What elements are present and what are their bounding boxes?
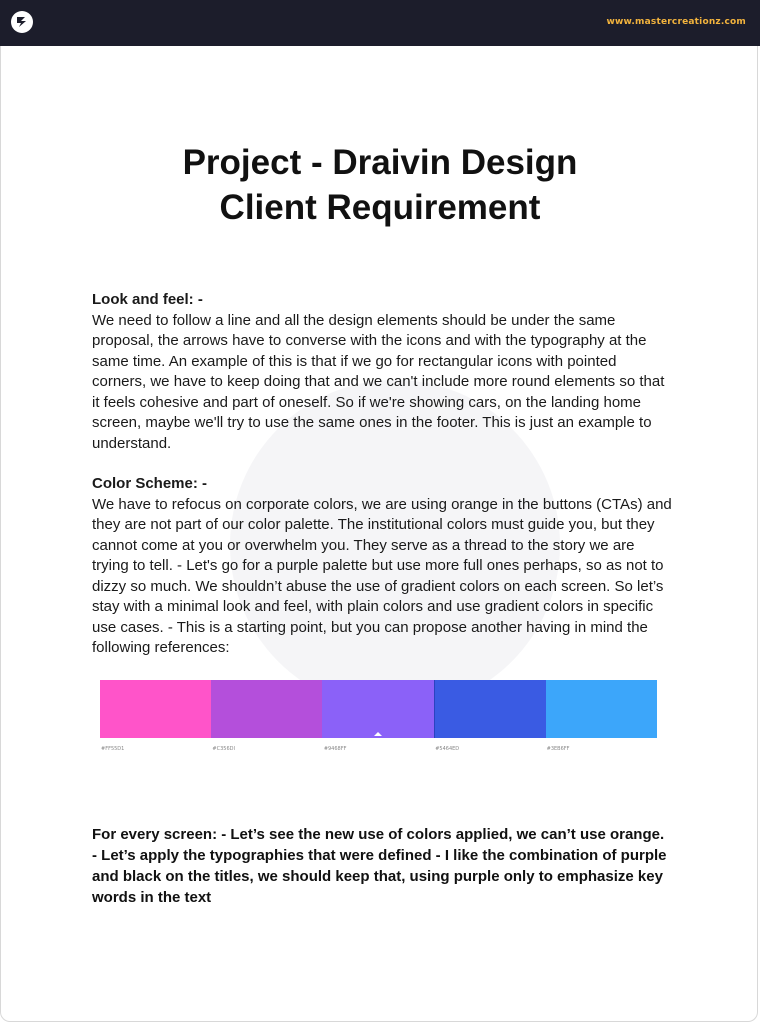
title-line-2: Client Requirement	[219, 188, 541, 227]
title-line-1: Project - Draivin Design	[182, 143, 578, 182]
document-title	[0, 140, 760, 230]
section-heading: Color Scheme: -	[92, 475, 208, 492]
closing-paragraph: For every screen: - Let’s see the new use of colors applied, we can’t use orange. - Let’s apply the typographies that were defined - I like the combination of purple and black on the titles, we should keep that, using purple only to emphasize key words in the text	[92, 826, 667, 906]
color-swatch	[211, 680, 322, 738]
color-hex-label: #C356DI	[212, 746, 235, 752]
color-palette	[100, 680, 657, 760]
color-swatch	[322, 680, 433, 738]
palette-swatches	[100, 680, 657, 738]
section-body: We have to refocus on corporate colors, we are using orange in the buttons (CTAs) and they are not part of our color palette. The institutional colors must guide you, but they cannot come at you or overwhelm you. They serve as a thread to the story we are trying to tell. - Let's go for a purple palette but use more full ones perhaps, so as not to dizzy so much. We shouldn’t abuse the use of gradient colors on each screen. So let’s stay with a minimal look and feel, with plain colors and use gradient colors in specific use cases. - This is a starting point, but you can propose another having in mind the following references:	[92, 495, 672, 656]
color-swatch	[546, 680, 657, 738]
document-body	[92, 290, 672, 659]
section-heading: Look and feel: -	[92, 291, 203, 308]
color-swatch	[100, 680, 211, 738]
section-color-scheme	[92, 474, 672, 659]
color-hex-label: #5464ED	[435, 746, 460, 752]
color-swatch	[434, 680, 546, 738]
section-body: We need to follow a line and all the design elements should be under the same proposal, the arrows have to converse with the icons and with the typography at the same time. An example of this is that if we go for rectangular icons with pointed corners, we have to keep doing that and we can't include more round elements so that it feels cohesive and part of oneself. So if we're showing cars, on the landing home screen, maybe we'll try to use the same ones in the footer. This is just an example to understand.	[92, 311, 665, 452]
color-hex-label: #3EB6FF	[546, 746, 570, 752]
color-hex-label: #9468FF	[323, 746, 347, 752]
palette-labels	[100, 746, 657, 752]
color-hex-label: #FF55D1	[101, 746, 125, 752]
site-url-link[interactable]: www.mastercreationz.com	[606, 17, 746, 27]
caret-up-icon	[374, 732, 382, 736]
brand-logo-icon[interactable]	[11, 11, 33, 33]
section-look-and-feel	[92, 290, 672, 454]
header-bar	[0, 0, 760, 46]
